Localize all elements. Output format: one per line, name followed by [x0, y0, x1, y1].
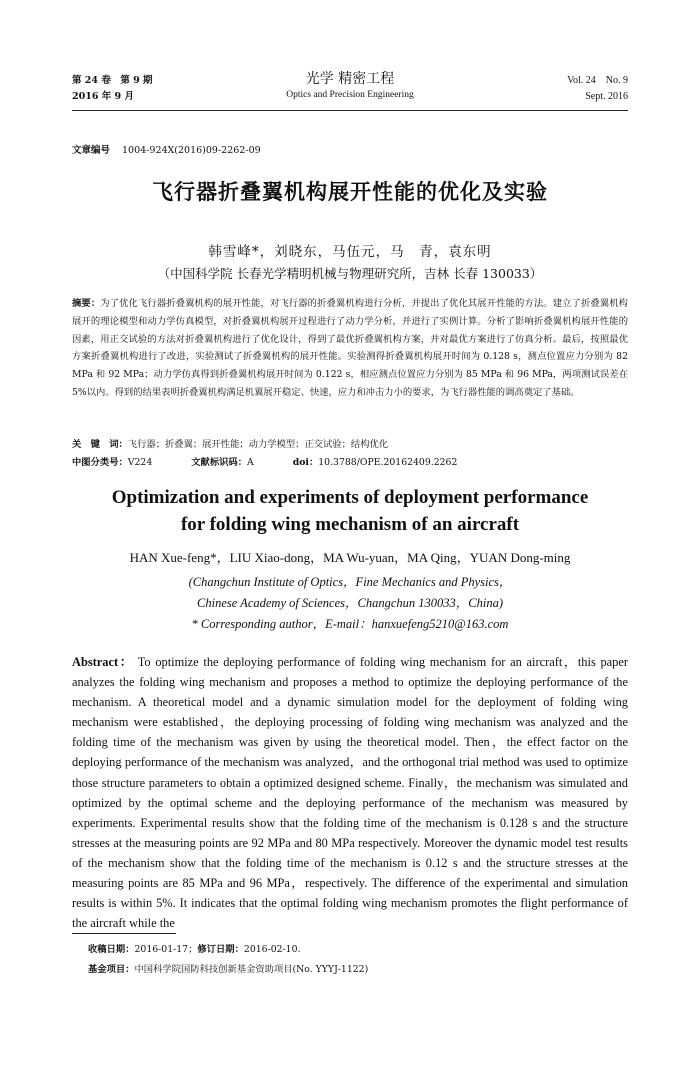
header-date: 2016 年 9 月: [72, 91, 134, 102]
title-en-line1: Optimization and experiments of deployment performance: [111, 487, 589, 508]
clc-label: 中图分类号：: [72, 457, 128, 468]
classification-line: [72, 454, 628, 468]
clc-value: V224: [127, 457, 153, 468]
abstract-cn-text: 为了优化飞行器折叠翼机构的展开性能，对飞行器的折叠翼机构进行分析，并提出了优化其展开性能的方法。建立了折叠翼机构展开的理论模型和动力学仿真模型，对折叠翼机构展开过程进行了动力学分析，并进行了实例计算。分析了影响折叠翼机构展开性能的因素，用正交试验的方法对折叠翼机构进行了优化设计，得到了最优折叠翼机构方案，并对最优方案进行了仿真分析。最后，按照最优方案折叠翼机构进行了改进，实验测试了折叠翼机构的展开性能。实验测得折叠翼机构展开时间为 0.128 s，测点位置应力分别为 82 MPa 和 92 MPa；动力学仿真得到折叠翼机构展开时间为 0.122 s，相应测点位置应力分别为 85 MPa 和 96 MPa，两项测试误差在 5%以内。得到的结果表明折叠翼机构满足机翼展开稳定、快速，应力和冲击力小的要求，为飞行器性能的调高奠定了基础。: [72, 298, 628, 398]
journal-name-en: Optics and Precision Engineering: [286, 90, 414, 100]
abstract-cn: [72, 295, 628, 402]
keywords-cn-label: 关 键 词：: [72, 439, 128, 450]
doi-value: 10.3788/OPE.20162409.2262: [318, 457, 458, 468]
doi-label: doi：: [292, 457, 319, 468]
revised-value: 2016-02-10.: [243, 944, 301, 955]
received-value: 2016-01-17；: [134, 944, 198, 955]
affiliation-en-line1: (Changchun Institute of Optics，Fine Mechanics and Physics，: [188, 575, 512, 589]
received-label: 收稿日期：: [88, 944, 135, 955]
keywords-cn: [72, 436, 628, 450]
header-volume-issue: 第 24 卷 第 9 期: [72, 75, 153, 86]
footnote-dates: [88, 941, 300, 955]
footnote-rule: [72, 933, 176, 934]
header-date-en: Sept. 2016: [585, 91, 628, 102]
keywords-cn-value: 飞行器；折叠翼；展开性能；动力学模型；正交试验；结构优化: [127, 439, 389, 450]
title-en: [72, 484, 628, 538]
authors-cn: 韩雪峰*，刘晓东，马伍元，马 青，袁东明: [208, 244, 492, 260]
affiliation-en-line2: Chinese Academy of Sciences，Changchun 130033，China): [197, 596, 503, 610]
article-number-label: 文章编号: [72, 145, 111, 156]
revised-label: 修订日期：: [197, 944, 244, 955]
corresponding-author: * Corresponding author，E-mail：hanxuefeng5210@163.com: [191, 617, 509, 631]
abstract-cn-label: 摘要：: [72, 298, 101, 309]
doc-code-label: 文献标识码：: [191, 457, 248, 468]
article-number-value: 1004-924X(2016)09-2262-09: [122, 145, 261, 156]
footnote-fund: [88, 961, 368, 975]
fund-value: 中国科学院国防科技创新基金资助项目(No. YYYJ-1122): [134, 964, 369, 975]
title-en-line2: for folding wing mechanism of an aircraft: [180, 514, 520, 535]
affiliation-en: [72, 572, 628, 635]
header-vol-no: Vol. 24 No. 9: [567, 75, 628, 86]
fund-label: 基金项目：: [88, 964, 135, 975]
article-number: [72, 142, 261, 156]
title-cn: 飞行器折叠翼机构展开性能的优化及实验: [152, 179, 548, 204]
doc-code-value: A: [247, 457, 254, 468]
affiliation-cn: （中国科学院 长春光学精明机械与物理研究所，吉林 长春 130033）: [157, 266, 543, 281]
abstract-en-label: Abstract：: [72, 655, 134, 669]
header-journal-block: [200, 70, 500, 102]
journal-name-cn: 光学 精密工程: [305, 71, 395, 87]
abstract-en-text: To optimize the deploying performance of folding wing mechanism for an aircraft，this paper analyzes the folding wing mechanism and proposes a method to optimize the deploying performance of the mechanism. A theoretical model and a dynamic simulation model for the deployment of folding wing mechanism were established，the deploying processing of folding wing mechanism was analyzed and the folding time of the mechanism was given by using the theoretical model. Then，the effect factor on the deploying performance of the mechanism was analyzed，and the orthogonal trial method was used to optimize those structure parameters to obtain a optimized designed scheme. Finally，the mechanism was simulated and optimized by the optimal scheme and the deploying performance of the mechanism was measured by experiments. Experimental results show that the folding time of the mechanism is 0.128 s and the structure stresses at the measuring points are 92 MPa and 80 MPa respectively. Moreover the dynamic model test results of the mechanism show that the folding time of the mechanism is 0.12 s and the structure stresses at the measuring points are 85 MPa and 96 MPa，respectively. The difference of the experimental and simulation results is within 5%. It indicates that the optimal folding wing mechanism promotes the flight performance of the aircraft while the: [72, 655, 628, 931]
header-vol-block: [567, 73, 628, 105]
abstract-en: [72, 652, 628, 933]
header-rule: [72, 110, 628, 111]
authors-en: HAN Xue-feng*，LIU Xiao-dong，MA Wu-yuan，MA Qing，YUAN Dong-ming: [129, 550, 571, 565]
header-volume-block: [72, 73, 153, 105]
